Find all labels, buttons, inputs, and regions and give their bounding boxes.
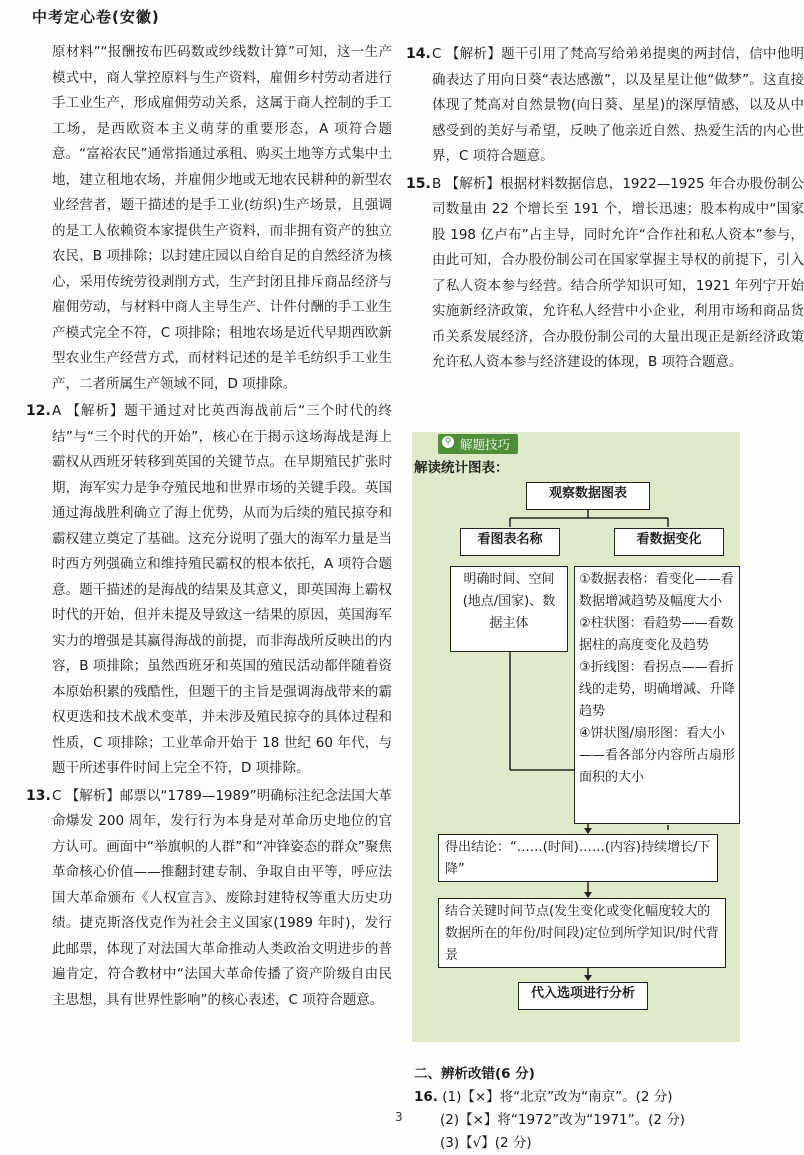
flow-right-body bbox=[574, 566, 740, 824]
page-header-title: 中考定心卷(安徽) bbox=[32, 8, 160, 26]
q12-text: A 【解析】题干通过对比英西海战前后“三个时代的终结”与“三个时代的开始”，核心在于揭示这场海战是海上霸权从西班牙转移到英国的关键节点。在早期殖民扩张时期，海军实力是争夺殖民地和世界市场的关键手段。英国通过海战胜利确立了海上优势，从而为后续的殖民掠夺和霸权建立奠定了基础。这充分说明了强大的海军力量是当时西方列强确立和维持殖民霸权的根本依托，A 项符合题意。题干描述的是海战的结果及其意义，即英国海上霸权时代的开始，但并未提及导致这一结果的原因，英国海军实力的增强是其赢得海战的前提，而非海战所反映出的内容，B 项排除；虽然西班牙和英国的殖民活动都伴随着资本原始积累的残酷性，但题干的主旨是强调海战带来的霸权更迭和技术战术变革，并未涉及殖民掠夺的具体过程和性质，C 项排除；工业革命开始于 18 世纪 60 年代，与题干所述事件时间上完全不符，D 项排除。 bbox=[52, 403, 392, 776]
q12-number: 12. bbox=[26, 403, 51, 419]
flow-view-chart-name: 看图表名称 bbox=[460, 528, 560, 556]
tip-badge-label: 解题技巧 bbox=[460, 437, 511, 452]
question-13 bbox=[26, 784, 392, 1014]
question-12 bbox=[26, 399, 392, 782]
q16-line-3: (3)【√】(2 分) bbox=[440, 1135, 532, 1151]
q14-text: C 【解析】题干引用了梵高写给弟弟提奥的两封信，信中他明确表达了用向日葵“表达感激”，以及星星让他“做梦”。这直接体现了梵高对自然景物(向日葵、星星)的深厚情感，以及从中感受到的美好与希望，反映了他亲近自然、热爱生活的内心世界，C 项符合题意。 bbox=[432, 46, 804, 164]
flow-combine: 结合关键时间节点(发生变化或变化幅度较大的数据所在的年份/时间段)定位到所学知识/时代背景 bbox=[438, 898, 726, 968]
q13-number: 13. bbox=[26, 787, 51, 804]
right-column bbox=[406, 40, 804, 376]
page-number: 3 bbox=[395, 1110, 403, 1124]
q13-text: C 【解析】邮票以“1789—1989”明确标注纪念法国大革命爆发 200 周年，发行行为本身是对革命历史地位的官方认可。画面中“举旗帜的人群”和“冲锋姿态的群众”聚焦革命核心价值——推翻封建专制、争取自由平等，呼应法国大革命颁布《人权宣言》、废除封建特权等重大历史功绩。捷克斯洛伐克作为社会主义国家(1989 年时)，发行此邮票，体现了对法国大革命推动人类政治文明进步的普遍肯定，符合教材中“法国大革命传播了资产阶级自由民主思想，具有世界性影响”的核心表述，C 项符合题意。 bbox=[52, 787, 392, 1008]
question-16 bbox=[414, 1086, 685, 1155]
flow-bar-rule: ②柱状图：看趋势——看数据柱的高度变化及趋势 bbox=[579, 616, 734, 653]
key-icon: ⚲ bbox=[442, 436, 454, 448]
q16-line-1: (1)【×】将“北京”改为“南京”。(2 分) bbox=[442, 1089, 673, 1105]
question-15 bbox=[406, 172, 804, 376]
flow-final: 代入选项进行分析 bbox=[518, 982, 648, 1010]
q16-number: 16. bbox=[414, 1089, 438, 1105]
q11-continued-text: 原材料”“报酬按布匹码数或纱线数计算”可知，这一生产模式中，商人掌控原料与生产资料，雇佣乡村劳动者进行手工业生产，形成雇佣劳动关系，这属于商人控制的手工工场，是西欧资本主义萌芽的重要形态，A 项符合题意。“富裕农民”通常指通过承租、购买土地等方式集中土地，建立租地农场，并雇佣少地或无地农民耕种的新型农业经营者，题干描述的是手工业(纺织)生产场景，且强调的是工人依赖资本家提供生产资料，而非拥有资产的独立农民，B 项排除；以封建庄园以自给自足的自然经济为核心，采用传统劳役剥削方式，生产封闭且排斥商品经济与雇佣劳动，与材料中商人主导生产、计件付酬的手工业生产模式完全不符，C 项排除；租地农场是近代早期西欧新型农业生产经营方式，而材料记述的是羊毛纺织手工业生产，二者所属生产领域不同，D 项排除。 bbox=[52, 44, 392, 392]
flow-left-body: 明确时间、空间(地点/国家)、数据主体 bbox=[450, 566, 568, 652]
question-14 bbox=[406, 42, 804, 170]
flow-table-rule: ①数据表格：看变化——看数据增减趋势及幅度大小 bbox=[579, 572, 734, 609]
left-column bbox=[26, 40, 392, 1013]
flow-observe-chart: 观察数据图表 bbox=[526, 482, 650, 510]
q14-number: 14. bbox=[406, 46, 431, 62]
flow-view-data-change: 看数据变化 bbox=[614, 528, 724, 556]
tip-title: 解读统计图表： bbox=[414, 460, 509, 476]
flow-pie-rule: ④饼状图/扇形图：看大小——看各部分内容所占扇形面积的大小 bbox=[579, 726, 736, 785]
q15-number: 15. bbox=[406, 175, 431, 192]
section-2-title: 二、辨析改错(6 分) bbox=[414, 1066, 535, 1082]
q16-line-2: (2)【×】将“1972”改为“1971”。(2 分) bbox=[440, 1112, 686, 1128]
tip-badge bbox=[438, 434, 518, 454]
q15-text: B 【解析】根据材料数据信息，1922—1925 年合办股份制公司数量由 22 个增长至 191 个，增长迅速；股本构成中“国家股 198 亿卢布”占主导，同时允许“合作社和私人资本”参与，由此可知，合办股份制公司在国家掌握主导权的前提下，引入了私人资本参与经营。结合所学知识可知，1921 年列宁开始实施新经济政策，允许私人经营中小企业，利用市场和商品货币关系发展经济，合办股份制公司的大量出现正是新经济政策允许私人资本参与经济建设的体现，B 项符合题意。 bbox=[432, 175, 804, 370]
flow-conclusion: 得出结论：“……(时间)……(内容)持续增长/下降” bbox=[438, 834, 718, 882]
flow-line-rule: ③折线图：看拐点——看折线的走势，明确增减、升降趋势 bbox=[579, 660, 736, 719]
